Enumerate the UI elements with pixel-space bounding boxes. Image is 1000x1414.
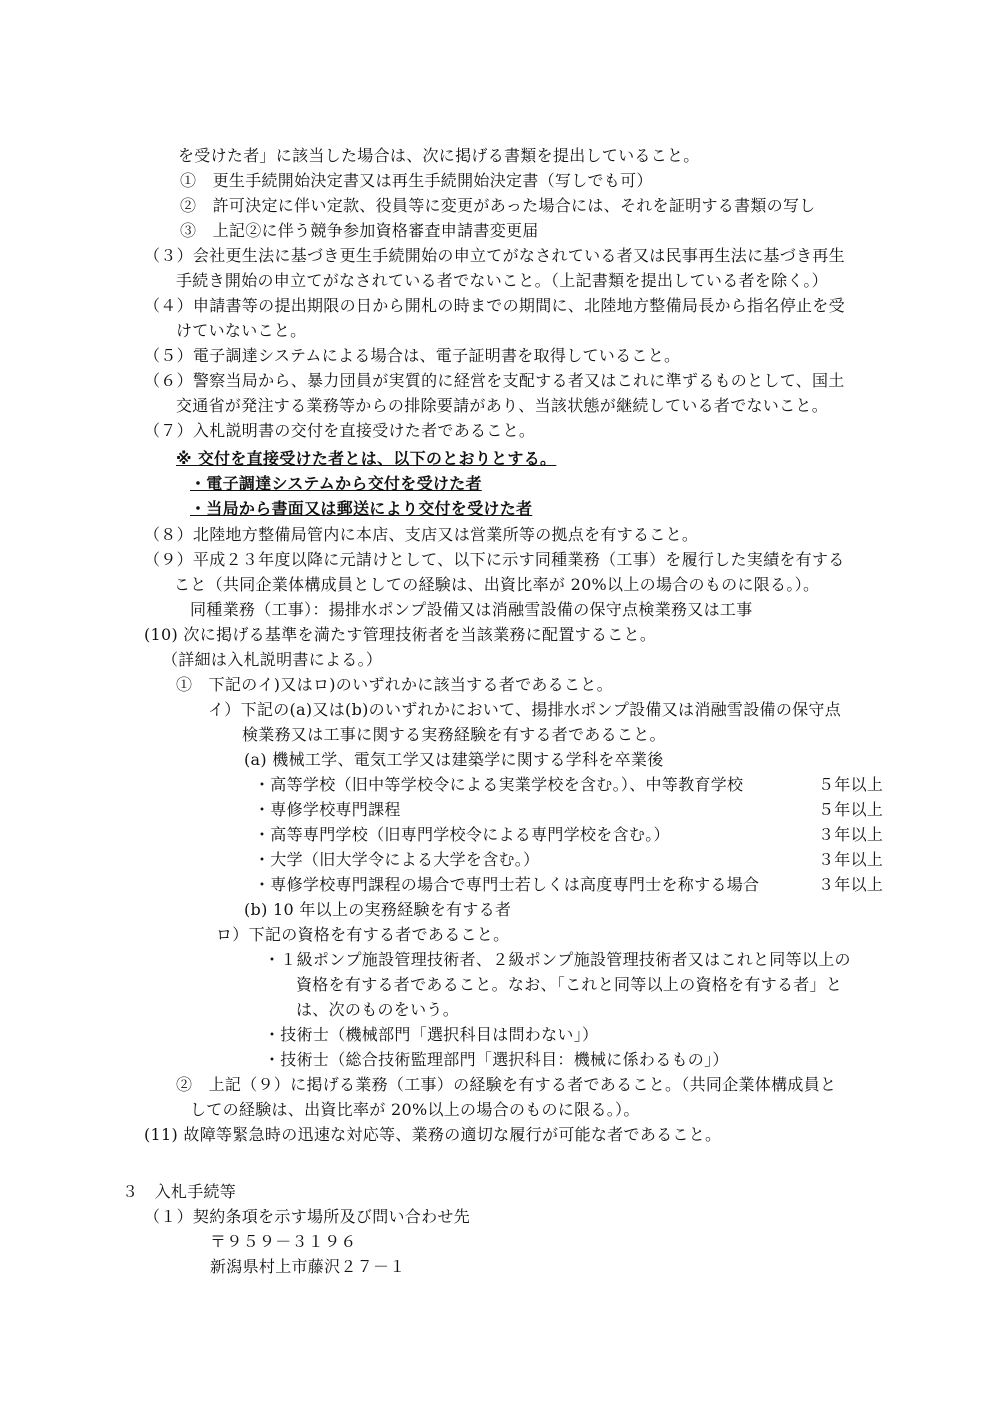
years-value: ３年以上 [818, 875, 884, 894]
postal-code: 〒９５９－３１９６ [210, 1232, 357, 1251]
clause-10: (10) 次に掲げる基準を満たす管理技術者を当該業務に配置すること。 [144, 625, 657, 644]
section-heading: ３ 入札手続等 [122, 1182, 237, 1201]
text-line: 検業務又は工事に関する実務経験を有する者であること。 [242, 725, 666, 744]
text-line: を受けた者」に該当した場合は、次に掲げる書類を提出していること。 [178, 146, 700, 165]
text-line: （詳細は入札説明書による。） [162, 650, 383, 669]
list-item: ・技術士（機械部門「選択科目は問わない」） [264, 1025, 599, 1044]
years-value: ３年以上 [818, 825, 884, 844]
school-item: ・専修学校専門課程の場合で専門士若しくは高度専門士を称する場合 [254, 875, 760, 894]
text-line: 資格を有する者であること。なお、「これと同等以上の資格を有する者」と [296, 975, 843, 994]
years-value: ５年以上 [818, 775, 884, 794]
note-item: ・当局から書面又は郵送により交付を受けた者 [190, 499, 533, 518]
clause-4: （４）申請書等の提出期限の日から開札の時までの期間に、北陸地方整備局長から指名停止を受 [144, 296, 845, 315]
list-item: ① 更生手続開始決定書又は再生手続開始決定書（写しでも可） [180, 171, 653, 190]
list-item: (a) 機械工学、電気工学又は建築学に関する学科を卒業後 [244, 750, 664, 769]
list-item: ロ）下記の資格を有する者であること。 [216, 925, 510, 944]
list-item: イ）下記の(a)又は(b)のいずれかにおいて、揚排水ポンプ設備又は消融雪設備の保守点 [208, 700, 842, 719]
list-item: ・技術士（総合技術監理部門「選択科目：機械に係わるもの」） [264, 1050, 729, 1069]
note-heading: ※ 交付を直接受けた者とは、以下のとおりとする。 [176, 449, 557, 468]
text-line: けていないこと。 [176, 321, 307, 340]
clause-9: （９）平成２３年度以降に元請けとして、以下に示す同種業務（工事）を履行した実績を有する [144, 550, 845, 569]
text-line: 交通省が発注する業務等からの排除要請があり、当該状態が継続している者でないこと。 [176, 396, 829, 415]
text-line: 同種業務（工事）：揚排水ポンプ設備又は消融雪設備の保守点検業務又は工事 [190, 600, 753, 619]
clause-7: （７）入札説明書の交付を直接受けた者であること。 [144, 421, 536, 440]
school-item: ・高等専門学校（旧専門学校令による専門学校を含む。） [254, 825, 670, 844]
list-item: (b) 10 年以上の実務経験を有する者 [244, 900, 512, 919]
text-line: しての経験は、出資比率が 20%以上の場合のものに限る。）。 [190, 1100, 640, 1119]
note-item: ・電子調達システムから交付を受けた者 [190, 474, 482, 493]
text-line: は、次のものをいう。 [296, 1000, 460, 1019]
school-item: ・大学（旧大学令による大学を含む。） [254, 850, 540, 869]
list-item: ・１級ポンプ施設管理技術者、２級ポンプ施設管理技術者又はこれと同等以上の [264, 950, 851, 969]
text-line: こと（共同企業体構成員としての経験は、出資比率が 20%以上の場合のものに限る。）。 [174, 575, 820, 594]
school-item: ・高等学校（旧中等学校令による実業学校を含む。）、中等教育学校 [254, 775, 744, 794]
clause-8: （８）北陸地方整備局管内に本店、支店又は営業所等の拠点を有すること。 [144, 525, 699, 544]
clause-5: （５）電子調達システムによる場合は、電子証明書を取得していること。 [144, 346, 681, 365]
school-item: ・専修学校専門課程 [254, 800, 401, 819]
years-value: ５年以上 [818, 800, 884, 819]
text-line: 手続き開始の申立てがなされている者でないこと。（上記書類を提出している者を除く。） [176, 271, 828, 290]
list-item: ③ 上記②に伴う競争参加資格審査申請書変更届 [180, 221, 539, 240]
address: 新潟県村上市藤沢２７－１ [210, 1257, 406, 1276]
clause-11: (11) 故障等緊急時の迅速な対応等、業務の適切な履行が可能な者であること。 [144, 1125, 722, 1144]
clause-3: （３）会社更生法に基づき更生手続開始の申立てがなされている者又は民事再生法に基づき再生 [144, 246, 845, 265]
years-value: ３年以上 [818, 850, 884, 869]
clause-6: （６）警察当局から、暴力団員が実質的に経営を支配する者又はこれに準ずるものとして、国土 [144, 371, 845, 390]
list-item: ① 下記のイ)又はロ)のいずれかに該当する者であること。 [176, 675, 613, 694]
clause-1: （１）契約条項を示す場所及び問い合わせ先 [144, 1207, 471, 1226]
list-item: ② 上記（９）に掲げる業務（工事）の経験を有する者であること。（共同企業体構成員と [176, 1075, 837, 1094]
list-item: ② 許可決定に伴い定款、役員等に変更があった場合には、それを証明する書類の写し [180, 196, 816, 215]
